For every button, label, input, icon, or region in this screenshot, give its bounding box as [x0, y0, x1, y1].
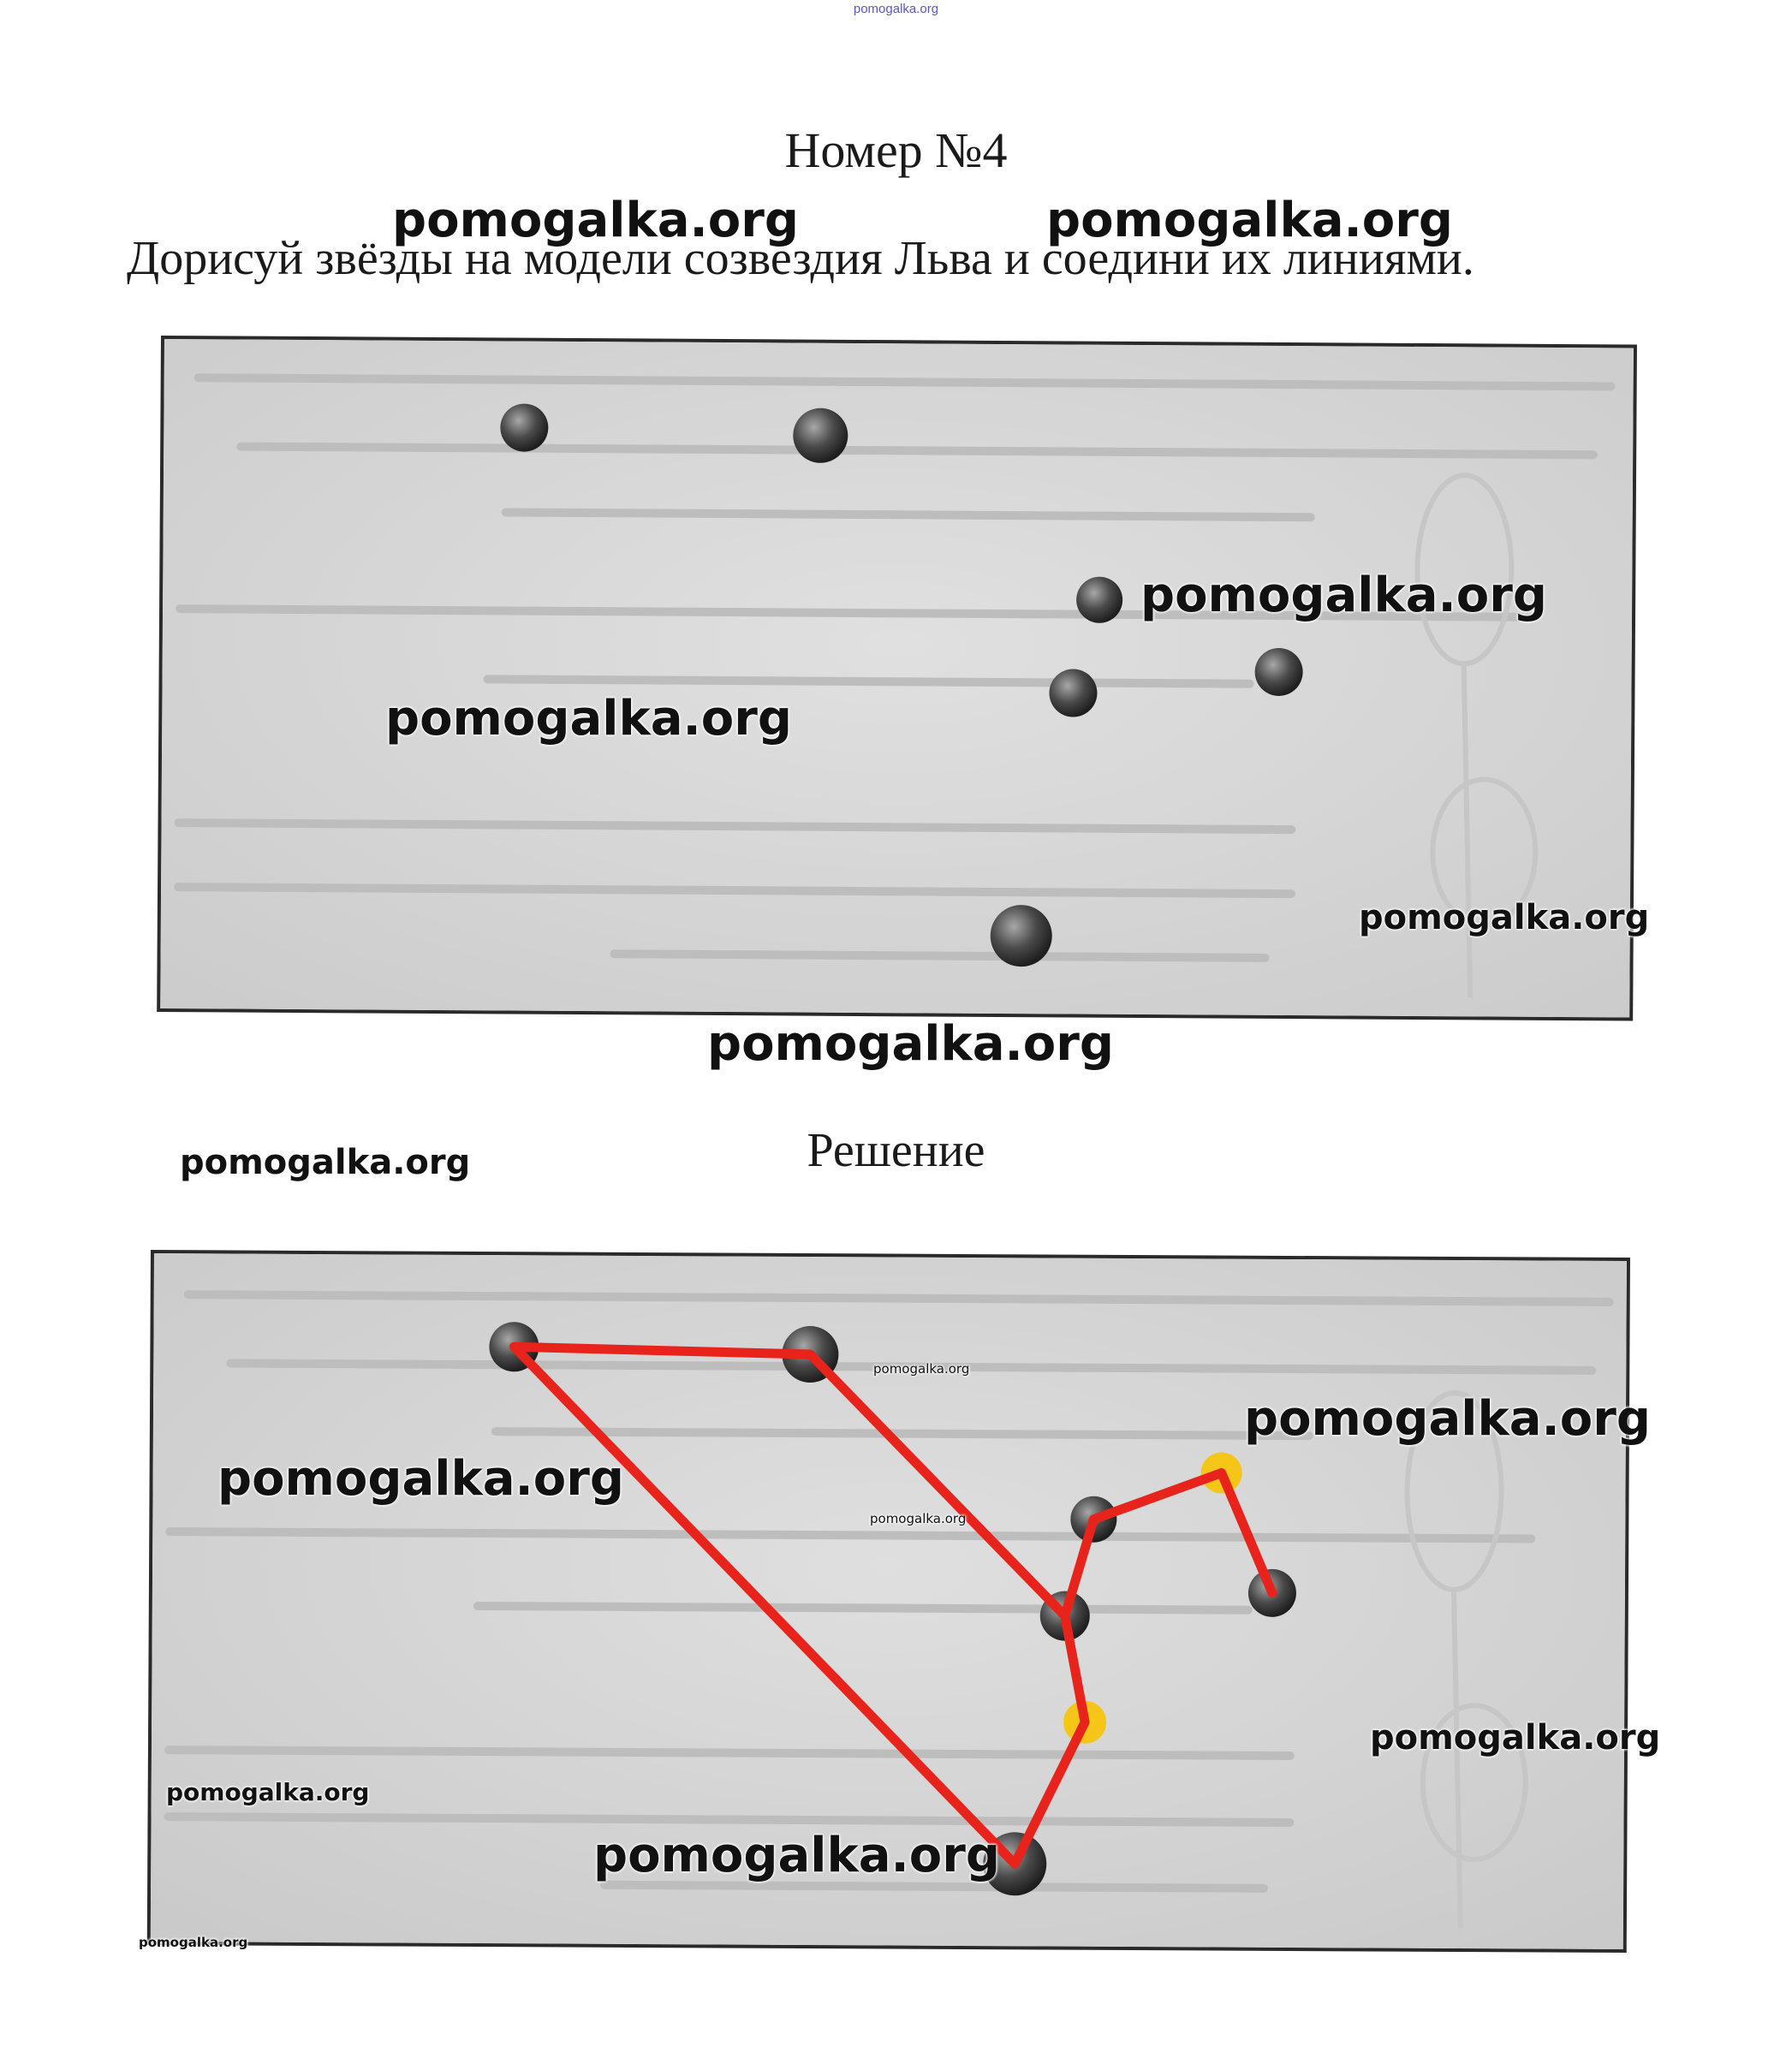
star-4: [1254, 648, 1302, 696]
solution-title: Решение: [807, 1124, 985, 1177]
star-1: [500, 403, 548, 451]
watermark: pomogalka.org: [707, 1016, 1114, 1072]
star-6: [991, 905, 1052, 967]
star-2: [793, 408, 848, 463]
watermark: pomogalka.org: [1359, 898, 1650, 937]
site-mark: pomogalka.org: [853, 2, 939, 16]
watermark: pomogalka.org: [139, 1935, 248, 1950]
watermark: pomogalka.org: [180, 1143, 471, 1182]
watermark: pomogalka.org: [217, 1451, 624, 1507]
watermark: pomogalka.org: [870, 1511, 967, 1526]
page-title: Номер №4: [784, 122, 1008, 178]
star-5: [1049, 669, 1097, 717]
watermark: pomogalka.org: [593, 1828, 1000, 1883]
star-3: [1076, 577, 1122, 623]
watermark: pomogalka.org: [1046, 193, 1453, 248]
watermark: pomogalka.org: [1370, 1718, 1661, 1758]
watermark: pomogalka.org: [1140, 568, 1547, 623]
watermark: pomogalka.org: [392, 193, 799, 248]
watermark: pomogalka.org: [385, 691, 792, 746]
watermark: pomogalka.org: [1244, 1391, 1651, 1447]
watermark: pomogalka.org: [873, 1361, 970, 1377]
task-text: Дорисуй звёзды на модели созвездия Льва и соедини их линиями.: [127, 232, 1474, 285]
watermark: pomogalka.org: [166, 1778, 370, 1806]
